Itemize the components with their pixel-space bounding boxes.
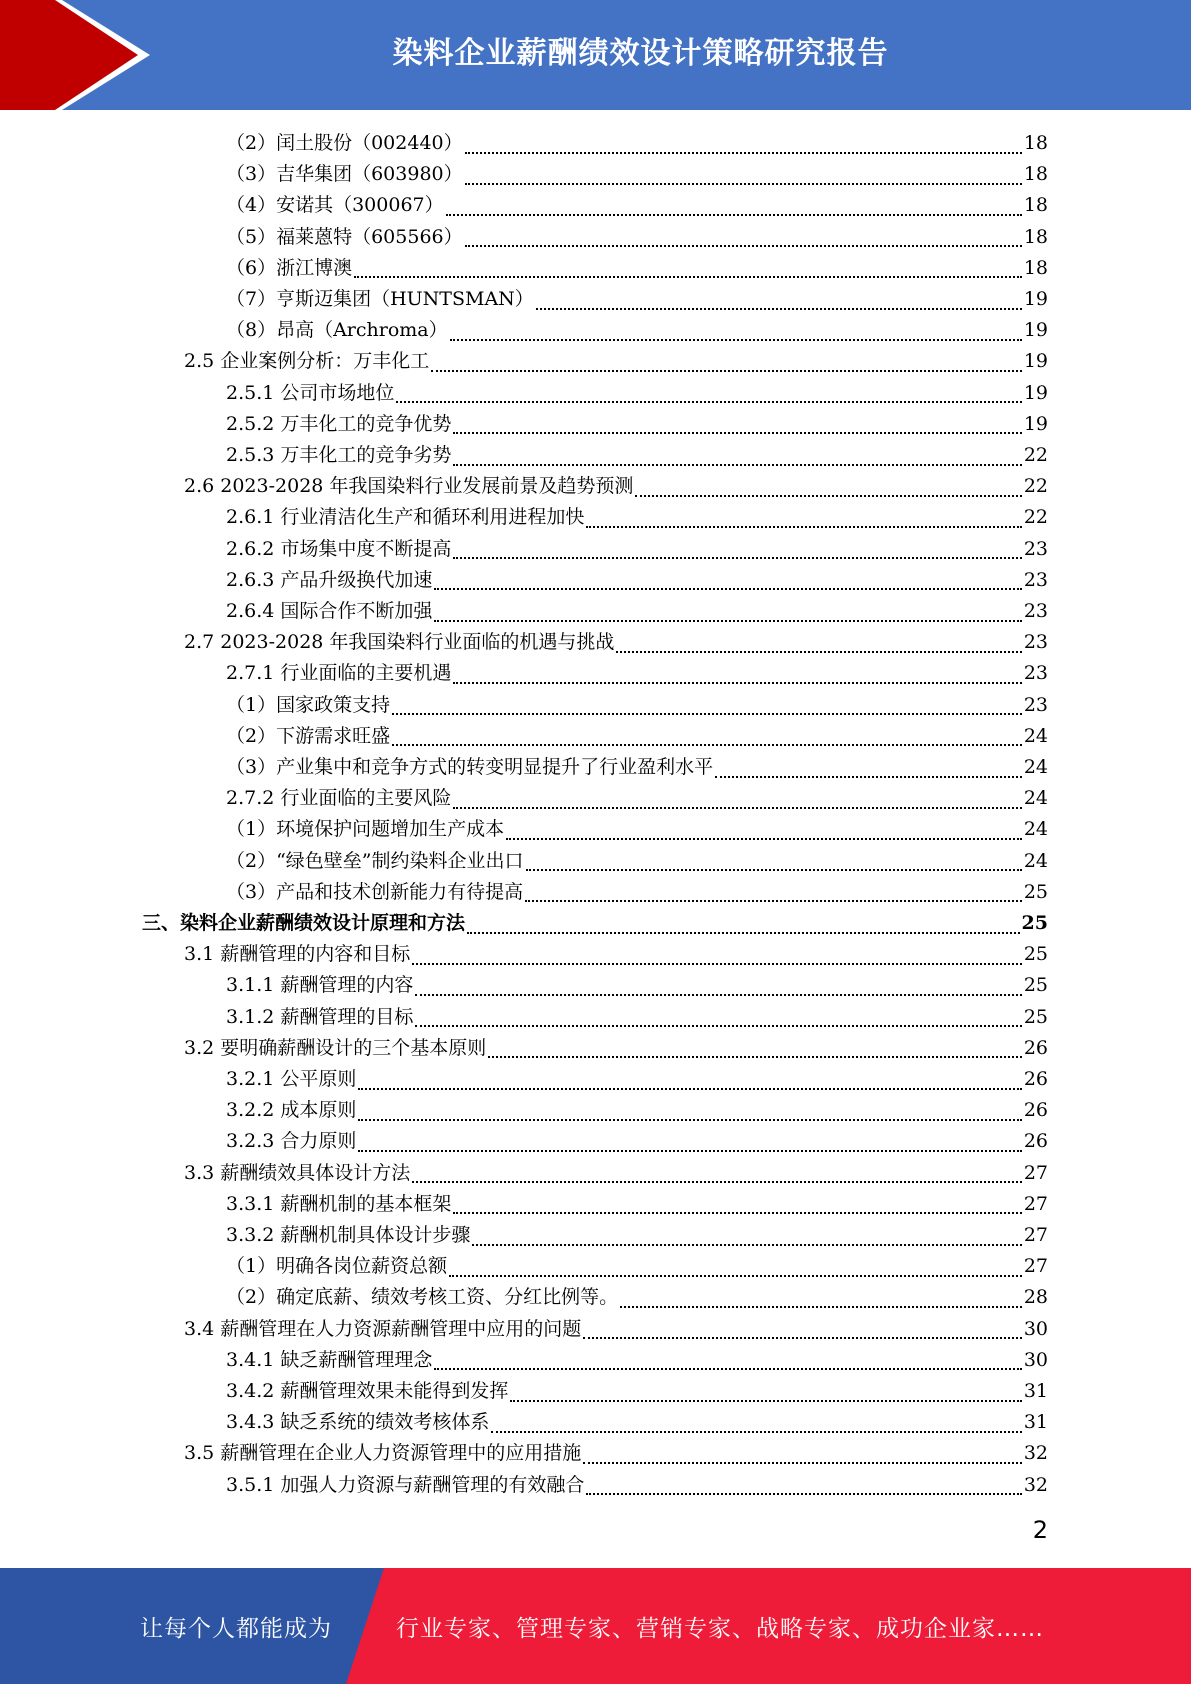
- toc-entry[interactable]: [226, 721, 1048, 752]
- toc-entry-page: 27: [1023, 1192, 1048, 1215]
- toc-dot-leader: [472, 1244, 1021, 1246]
- toc-dot-leader: [453, 1212, 1021, 1214]
- toc-dot-leader: [620, 1306, 1022, 1308]
- toc-dot-leader: [450, 339, 1022, 341]
- toc-entry-page: 26: [1023, 1036, 1048, 1059]
- toc-entry-label: （3）吉华集团（603980）: [226, 163, 463, 186]
- toc-entry[interactable]: [184, 1158, 1048, 1189]
- toc-entry-page: 27: [1023, 1255, 1048, 1278]
- toc-dot-leader: [586, 1493, 1021, 1495]
- toc-entry-label: （1）环境保护问题增加生产成本: [226, 818, 505, 841]
- toc-entry[interactable]: [142, 908, 1048, 939]
- toc-entry[interactable]: [226, 1282, 1048, 1313]
- toc-entry[interactable]: [184, 471, 1048, 502]
- toc-dot-leader: [453, 807, 1021, 809]
- toc-entry-page: 26: [1023, 1068, 1048, 1090]
- page-number: 2: [1032, 1516, 1048, 1544]
- toc-entry[interactable]: [226, 596, 1048, 627]
- toc-entry[interactable]: [226, 253, 1048, 284]
- toc-entry-page: 19: [1023, 319, 1048, 342]
- toc-entry[interactable]: [226, 752, 1048, 783]
- toc-entry-label: 3.2 要明确薪酬设计的三个基本原则: [184, 1036, 487, 1059]
- toc-dot-leader: [506, 838, 1022, 840]
- toc-entry-label: 3.2.3 合力原则: [226, 1130, 357, 1153]
- toc-entry[interactable]: [226, 284, 1048, 315]
- toc-entry-page: 24: [1023, 724, 1048, 747]
- toc-entry-label: 3.5 薪酬管理在企业人力资源管理中的应用措施: [184, 1442, 582, 1465]
- toc-dot-leader: [434, 588, 1021, 590]
- toc-entry[interactable]: [226, 1126, 1048, 1157]
- toc-entry-label: （2）闰土股份（002440）: [226, 132, 463, 154]
- toc-dot-leader: [488, 1056, 1022, 1058]
- toc-entry-label: 2.5.2 万丰化工的竞争优势: [226, 412, 452, 435]
- toc-entry[interactable]: [184, 1314, 1048, 1345]
- toc-entry-label: 3.4.3 缺乏系统的绩效考核体系: [226, 1411, 490, 1434]
- toc-entry-page: 19: [1023, 381, 1048, 404]
- toc-entry-page: 25: [1023, 974, 1048, 997]
- toc-entry-page: 25: [1021, 912, 1048, 934]
- toc-dot-leader: [453, 464, 1021, 466]
- toc-entry-page: 23: [1023, 537, 1048, 560]
- toc-entry-label: 3.2.1 公平原则: [226, 1068, 357, 1090]
- toc-entry[interactable]: [226, 1064, 1048, 1095]
- toc-entry-label: （8）昂高（Archroma）: [226, 319, 448, 342]
- toc-entry-page: 23: [1023, 568, 1048, 591]
- toc-entry-page: 18: [1023, 225, 1048, 248]
- toc-entry[interactable]: [226, 1407, 1048, 1438]
- toc-dot-leader: [358, 1150, 1021, 1152]
- toc-entry-label: 2.6.1 行业清洁化生产和循环利用进程加快: [226, 506, 585, 529]
- toc-entry-label: 2.5.3 万丰化工的竞争劣势: [226, 444, 452, 466]
- toc-entry-page: 25: [1023, 880, 1048, 903]
- toc-entry[interactable]: [226, 970, 1048, 1001]
- toc-entry-page: 18: [1023, 163, 1048, 186]
- toc-dot-leader: [525, 900, 1022, 902]
- page-header: [0, 0, 1191, 110]
- toc-entry[interactable]: [226, 658, 1048, 689]
- toc-entry-label: （5）福莱蒽特（605566）: [226, 225, 463, 248]
- footer-slogan-left: 让每个人都能成为: [140, 1615, 332, 1642]
- toc-dot-leader: [412, 1181, 1022, 1183]
- toc-dot-leader: [392, 744, 1022, 746]
- toc-dot-leader: [536, 308, 1022, 310]
- toc-entry-label: （3）产业集中和竞争方式的转变明显提升了行业盈利水平: [226, 756, 714, 778]
- toc-entry[interactable]: [226, 877, 1048, 908]
- toc-entry-page: 22: [1023, 475, 1048, 498]
- toc-dot-leader: [635, 495, 1021, 497]
- toc-dot-leader: [465, 183, 1022, 185]
- toc-entry-label: 3.5.1 加强人力资源与薪酬管理的有效融合: [226, 1473, 585, 1496]
- header-title: 染料企业薪酬绩效设计策略研究报告: [392, 36, 889, 71]
- toc-dot-leader: [415, 1025, 1021, 1027]
- toc-dot-leader: [453, 432, 1021, 434]
- toc-entry[interactable]: [226, 440, 1048, 471]
- toc-dot-leader: [412, 963, 1022, 965]
- toc-entry[interactable]: [226, 846, 1048, 877]
- toc-entry[interactable]: [184, 1033, 1048, 1064]
- toc-entry[interactable]: [226, 159, 1048, 190]
- toc-entry-label: 2.6.2 市场集中度不断提高: [226, 537, 452, 560]
- toc-entry[interactable]: [226, 1220, 1048, 1251]
- toc-entry-page: 30: [1023, 1348, 1048, 1371]
- toc-entry[interactable]: [226, 1470, 1048, 1501]
- toc-entry-page: 23: [1023, 693, 1048, 716]
- toc-entry-page: 30: [1023, 1317, 1048, 1340]
- toc-entry[interactable]: [184, 346, 1048, 377]
- toc-entry-label: （6）浙江博澳: [226, 256, 353, 279]
- toc-entry-label: （3）产品和技术创新能力有待提高: [226, 880, 524, 903]
- toc-dot-leader: [467, 932, 1020, 934]
- toc-entry-label: 3.1.1 薪酬管理的内容: [226, 974, 414, 997]
- toc-entry-page: 18: [1023, 194, 1048, 217]
- toc-entry[interactable]: [226, 1251, 1048, 1282]
- toc-dot-leader: [358, 1119, 1021, 1121]
- toc-entry-label: 3.4.1 缺乏薪酬管理理念: [226, 1348, 433, 1371]
- toc-entry-page: 31: [1023, 1380, 1048, 1402]
- toc-entry[interactable]: [184, 627, 1048, 658]
- toc-dot-leader: [396, 401, 1021, 403]
- toc-entry-page: 24: [1023, 787, 1048, 810]
- toc-entry-label: 2.6 2023-2028 年我国染料行业发展前景及趋势预测: [184, 475, 634, 498]
- toc-entry-label: 3.3 薪酬绩效具体设计方法: [184, 1161, 411, 1184]
- toc-entry-page: 23: [1023, 600, 1048, 622]
- toc-dot-leader: [583, 1462, 1022, 1464]
- toc-entry[interactable]: [226, 1189, 1048, 1220]
- toc-dot-leader: [491, 1431, 1021, 1433]
- toc-dot-leader: [583, 1337, 1022, 1339]
- toc-entry[interactable]: [226, 565, 1048, 596]
- page-footer: [0, 1568, 1191, 1684]
- toc-entry-page: 28: [1023, 1286, 1048, 1309]
- toc-dot-leader: [715, 776, 1022, 778]
- toc-entry[interactable]: [226, 814, 1048, 845]
- toc-entry-page: 18: [1023, 256, 1048, 279]
- toc-entry-page: 22: [1023, 444, 1048, 466]
- toc-dot-leader: [616, 651, 1021, 653]
- toc-dot-leader: [354, 276, 1022, 278]
- toc-entry-label: 3.4 薪酬管理在人力资源薪酬管理中应用的问题: [184, 1317, 582, 1340]
- toc-dot-leader: [392, 713, 1022, 715]
- toc-entry[interactable]: [226, 128, 1048, 159]
- toc-entry-label: 3.1.2 薪酬管理的目标: [226, 1005, 414, 1028]
- toc-entry[interactable]: [226, 222, 1048, 253]
- toc-entry-page: 24: [1023, 818, 1048, 841]
- toc-entry-label: 3.4.2 薪酬管理效果未能得到发挥: [226, 1380, 509, 1402]
- toc-entry-label: 3.3.2 薪酬机制具体设计步骤: [226, 1224, 471, 1246]
- toc-entry-page: 25: [1023, 943, 1048, 966]
- toc-entry-page: 32: [1023, 1442, 1048, 1465]
- toc-dot-leader: [358, 1088, 1021, 1090]
- toc-entry-label: （2）“绿色壁垒”制约染料企业出口: [226, 849, 524, 872]
- footer-slogan-right: 行业专家、管理专家、营销专家、战略专家、成功企业家……: [396, 1615, 1044, 1642]
- toc-entry[interactable]: [226, 409, 1048, 440]
- toc-entry[interactable]: [226, 1095, 1048, 1126]
- toc-dot-leader: [449, 1275, 1022, 1277]
- toc-entry-label: 2.7 2023-2028 年我国染料行业面临的机遇与挑战: [184, 631, 615, 654]
- toc-dot-leader: [415, 994, 1021, 996]
- toc-entry-page: 27: [1023, 1161, 1048, 1184]
- toc-entry[interactable]: [226, 1002, 1048, 1033]
- toc-entry[interactable]: [226, 534, 1048, 565]
- toc-entry[interactable]: [226, 1345, 1048, 1376]
- toc-entry[interactable]: [226, 315, 1048, 346]
- toc-entry[interactable]: [226, 690, 1048, 721]
- toc-dot-leader: [510, 1400, 1021, 1402]
- toc-entry-label: （2）确定底薪、绩效考核工资、分红比例等。: [226, 1286, 619, 1309]
- toc-dot-leader: [453, 557, 1021, 559]
- toc-entry-label: 2.6.3 产品升级换代加速: [226, 568, 433, 591]
- toc-entry-page: 31: [1023, 1411, 1048, 1434]
- toc-entry-page: 19: [1023, 288, 1048, 310]
- toc-entry[interactable]: [226, 502, 1048, 533]
- toc-entry-label: 2.7.1 行业面临的主要机遇: [226, 662, 452, 685]
- toc-entry-page: 22: [1023, 506, 1048, 529]
- toc-entry-label: （1）明确各岗位薪资总额: [226, 1255, 448, 1278]
- toc-entry-label: 3.2.2 成本原则: [226, 1099, 357, 1122]
- toc-dot-leader: [446, 214, 1022, 216]
- toc-entry[interactable]: [226, 190, 1048, 221]
- toc-entry-page: 23: [1023, 662, 1048, 685]
- toc-entry-page: 25: [1023, 1005, 1048, 1028]
- toc-entry[interactable]: [184, 1438, 1048, 1469]
- toc-dot-leader: [526, 869, 1022, 871]
- toc-entry-page: 26: [1023, 1099, 1048, 1122]
- toc-dot-leader: [453, 682, 1021, 684]
- toc-dot-leader: [434, 620, 1021, 622]
- toc-entry[interactable]: [226, 783, 1048, 814]
- toc-dot-leader: [586, 526, 1021, 528]
- toc-entry-label: 2.5.1 公司市场地位: [226, 381, 395, 404]
- toc-entry-label: （4）安诺其（300067）: [226, 194, 444, 217]
- toc-dot-leader: [434, 1368, 1021, 1370]
- toc-entry-page: 23: [1023, 631, 1048, 654]
- toc-entry-label: （1）国家政策支持: [226, 693, 391, 716]
- toc-entry-label: 2.7.2 行业面临的主要风险: [226, 787, 452, 810]
- toc-entry-page: 19: [1023, 350, 1048, 373]
- toc-entry[interactable]: [226, 378, 1048, 409]
- toc-entry-page: 18: [1023, 132, 1048, 154]
- toc-dot-leader: [465, 152, 1022, 154]
- toc-entry-label: 3.1 薪酬管理的内容和目标: [184, 943, 411, 966]
- toc-entry-page: 19: [1023, 412, 1048, 435]
- toc-entry-page: 24: [1023, 756, 1048, 778]
- toc-entry-page: 32: [1023, 1473, 1048, 1496]
- toc-entry-label: 2.6.4 国际合作不断加强: [226, 600, 433, 622]
- toc-entry-label: （2）下游需求旺盛: [226, 724, 391, 747]
- toc-dot-leader: [431, 370, 1022, 372]
- toc-entry-label: 2.5 企业案例分析：万丰化工: [184, 350, 430, 373]
- toc-entry-label: 三、染料企业薪酬绩效设计原理和方法: [142, 912, 466, 934]
- toc-entry-page: 24: [1023, 849, 1048, 872]
- toc-entry[interactable]: [226, 1376, 1048, 1407]
- toc-dot-leader: [465, 245, 1022, 247]
- header-red-chevron-decoration: [0, 0, 150, 110]
- toc-entry-label: （7）亨斯迈集团（HUNTSMAN）: [226, 288, 534, 310]
- toc-entry[interactable]: [184, 939, 1048, 970]
- toc-entry-label: 3.3.1 薪酬机制的基本框架: [226, 1192, 452, 1215]
- toc-entry-page: 26: [1023, 1130, 1048, 1153]
- toc-entry-page: 27: [1023, 1224, 1048, 1246]
